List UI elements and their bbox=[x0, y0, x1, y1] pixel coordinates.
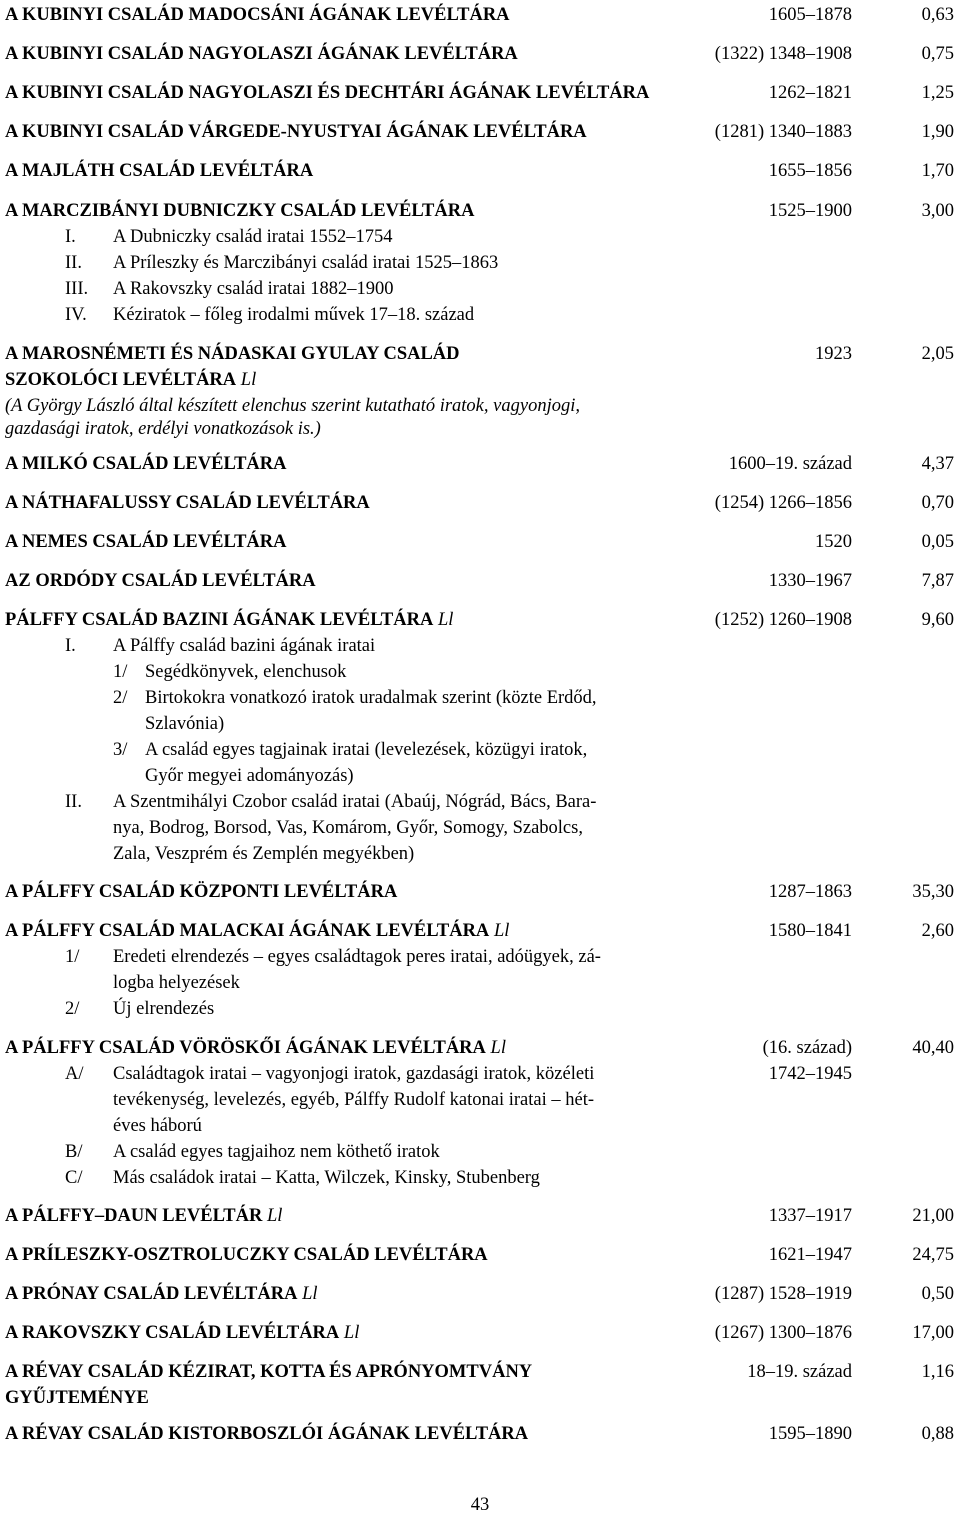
archive-title-text: A RAKOVSZKY CSALÁD LEVÉLTÁRA bbox=[5, 1323, 340, 1343]
subitem-text: nya, Bodrog, Borsod, Vas, Komárom, Győr, Somogy, Szabolcs, bbox=[113, 818, 583, 838]
archive-entry bbox=[0, 341, 960, 367]
subitem-text: Kéziratok – főleg irodalmi művek 17–18. század bbox=[113, 305, 475, 325]
archive-title-text: A PÁLFFY CSALÁD VÖRÖSKŐI ÁGÁNAK LEVÉLTÁRA bbox=[5, 1038, 486, 1058]
extent-meters: 40,40 bbox=[912, 1038, 954, 1058]
archive-subitem bbox=[0, 737, 960, 763]
subitem-number: A/ bbox=[65, 1064, 84, 1084]
extent-meters: 0,70 bbox=[921, 493, 954, 513]
subitem-text: Eredeti elrendezés – egyes családtagok peres iratai, adóügyek, zá- bbox=[113, 947, 601, 967]
archive-entry bbox=[0, 80, 960, 106]
subitem-number: II. bbox=[65, 253, 82, 273]
archive-entry bbox=[0, 529, 960, 555]
archive-title-text: A MAROSNÉMETI ÉS NÁDASKAI GYULAY CSALÁD bbox=[5, 344, 460, 364]
archive-title bbox=[5, 1421, 528, 1447]
archive-entry bbox=[0, 1320, 960, 1346]
archive-title-text: A PÁLFFY CSALÁD KÖZPONTI LEVÉLTÁRA bbox=[5, 882, 398, 902]
date-range: 1595–1890 bbox=[768, 1424, 852, 1444]
archive-entry bbox=[0, 1281, 960, 1307]
archive-subitem bbox=[0, 633, 960, 659]
archive-entry bbox=[0, 1359, 960, 1385]
archive-title-text: A PÁLFFY–DAUN LEVÉLTÁR bbox=[5, 1206, 263, 1226]
date-range: 1923 bbox=[815, 344, 852, 364]
archive-title bbox=[5, 119, 587, 145]
archive-entry bbox=[0, 198, 960, 224]
archive-subitem bbox=[0, 416, 960, 442]
archive-title bbox=[5, 568, 316, 594]
archive-title-suffix: Ll bbox=[493, 921, 510, 941]
archive-title-suffix: Ll bbox=[302, 1284, 318, 1304]
subitem-number: II. bbox=[65, 792, 82, 812]
archive-title bbox=[5, 490, 370, 516]
date-range: 1287–1863 bbox=[768, 882, 852, 902]
archive-title-text: A KUBINYI CSALÁD MADOCSÁNI ÁGÁNAK LEVÉLTÁRA bbox=[5, 5, 510, 25]
date-range: (1254) 1266–1856 bbox=[714, 493, 852, 513]
extent-meters: 0,75 bbox=[921, 44, 954, 64]
extent-meters: 21,00 bbox=[912, 1206, 954, 1226]
archive-title-text: A KUBINYI CSALÁD NAGYOLASZI ÉS DECHTÁRI ÁGÁNAK LEVÉLTÁRA bbox=[5, 83, 650, 103]
subitem-text: Zala, Veszprém és Zemplén megyékben) bbox=[113, 844, 415, 864]
archive-subitem bbox=[0, 250, 960, 276]
extent-meters: 1,70 bbox=[921, 161, 954, 181]
extent-meters: 4,37 bbox=[921, 454, 954, 474]
archive-title-text: A NEMES CSALÁD LEVÉLTÁRA bbox=[5, 532, 287, 552]
subitem-text: A Rakovszky család iratai 1882–1900 bbox=[113, 279, 394, 299]
archive-entry bbox=[0, 1385, 960, 1411]
archive-title bbox=[5, 529, 287, 555]
subitem-text: Szlavónia) bbox=[145, 714, 225, 734]
page-number: 43 bbox=[470, 1495, 490, 1515]
archive-title-text: A MAJLÁTH CSALÁD LEVÉLTÁRA bbox=[5, 161, 314, 181]
extent-meters: 0,63 bbox=[921, 5, 954, 25]
archive-title bbox=[5, 1385, 149, 1411]
archive-entry bbox=[0, 1242, 960, 1268]
archive-subitem bbox=[0, 1139, 960, 1165]
subitem-text: éves háború bbox=[113, 1116, 202, 1136]
date-range: (1281) 1340–1883 bbox=[714, 122, 852, 142]
archive-title-text: A RÉVAY CSALÁD KISTORBOSZLÓI ÁGÁNAK LEVÉLTÁRA bbox=[5, 1424, 529, 1444]
extent-meters: 0,50 bbox=[921, 1284, 954, 1304]
subitem-text: logba helyezések bbox=[113, 973, 240, 993]
date-range: 1262–1821 bbox=[768, 83, 852, 103]
date-range: (1252) 1260–1908 bbox=[714, 610, 852, 630]
archive-title-text: A RÉVAY CSALÁD KÉZIRAT, KOTTA ÉS APRÓNYOMTVÁNY bbox=[5, 1362, 533, 1382]
subitem-text: Birtokokra vonatkozó iratok uradalmak szerint (közte Erdőd, bbox=[145, 688, 597, 708]
extent-meters: 17,00 bbox=[912, 1323, 954, 1343]
archive-subitem bbox=[0, 659, 960, 685]
date-range: (16. század) bbox=[762, 1038, 852, 1058]
date-range: 1655–1856 bbox=[768, 161, 852, 181]
extent-meters: 1,90 bbox=[921, 122, 954, 142]
archive-title-text: A NÁTHAFALUSSY CSALÁD LEVÉLTÁRA bbox=[5, 493, 370, 513]
archive-entry bbox=[0, 1035, 960, 1061]
archive-entry bbox=[0, 119, 960, 145]
date-range: (1287) 1528–1919 bbox=[714, 1284, 852, 1304]
date-range: 1605–1878 bbox=[768, 5, 852, 25]
archive-entry bbox=[0, 451, 960, 477]
archive-title-text: PÁLFFY CSALÁD BAZINI ÁGÁNAK LEVÉLTÁRA bbox=[5, 610, 434, 630]
archive-entry bbox=[0, 879, 960, 905]
subitem-text: Új elrendezés bbox=[113, 999, 215, 1019]
archive-subitem bbox=[0, 815, 960, 841]
subitem-number: IV. bbox=[65, 305, 87, 325]
archive-entry bbox=[0, 1203, 960, 1229]
archive-title bbox=[5, 80, 649, 106]
extent-meters: 35,30 bbox=[912, 882, 954, 902]
subitem-text: Más családok iratai – Katta, Wilczek, Kinsky, Stubenberg bbox=[113, 1168, 540, 1188]
archive-title bbox=[5, 451, 287, 477]
archive-title bbox=[5, 1359, 532, 1385]
subitem-number: B/ bbox=[65, 1142, 83, 1162]
archive-entry bbox=[0, 607, 960, 633]
archive-title bbox=[5, 2, 510, 28]
subitem-text: tevékenység, levelezés, egyéb, Pálffy Rudolf katonai iratai – hét- bbox=[113, 1090, 594, 1110]
archive-title bbox=[5, 1035, 506, 1061]
date-range: 1330–1967 bbox=[768, 571, 852, 591]
archive-title bbox=[5, 918, 509, 944]
archive-title bbox=[5, 158, 313, 184]
subitem-text: A Szentmihályi Czobor család iratai (Abaúj, Nógrád, Bács, Bara- bbox=[113, 792, 597, 812]
archive-title bbox=[5, 1320, 359, 1346]
date-range: 1337–1917 bbox=[768, 1206, 852, 1226]
extent-meters: 2,05 bbox=[921, 344, 954, 364]
subitem-number: I. bbox=[65, 227, 76, 247]
extent-meters: 24,75 bbox=[912, 1245, 954, 1265]
subitem-text: A Dubniczky család iratai 1552–1754 bbox=[113, 227, 393, 247]
archive-title bbox=[5, 1242, 488, 1268]
archive-subitem bbox=[0, 996, 960, 1022]
archive-entry bbox=[0, 918, 960, 944]
subitem-number: 2/ bbox=[113, 688, 128, 708]
subitem-number: C/ bbox=[65, 1168, 83, 1188]
archive-title bbox=[5, 879, 397, 905]
archive-title-text: GYŰJTEMÉNYE bbox=[5, 1388, 149, 1408]
extent-meters: 0,88 bbox=[921, 1424, 954, 1444]
date-range: 18–19. század bbox=[747, 1362, 852, 1382]
subitem-text: Győr megyei adományozás) bbox=[145, 766, 354, 786]
extent-meters: 9,60 bbox=[921, 610, 954, 630]
archive-title bbox=[5, 367, 256, 393]
archive-title-text: A KUBINYI CSALÁD NAGYOLASZI ÁGÁNAK LEVÉLTÁRA bbox=[5, 44, 518, 64]
subitem-text: A Pálffy család bazini ágának iratai bbox=[113, 636, 376, 656]
subitem-number: 1/ bbox=[113, 662, 128, 682]
archive-note: (A György László által készített elenchus szerint kutatható iratok, vagyonjogi, bbox=[5, 396, 580, 416]
archive-subitem bbox=[0, 1061, 960, 1087]
archive-subitem bbox=[0, 789, 960, 815]
subitem-text: A Príleszky és Marczibányi család iratai 1525–1863 bbox=[113, 253, 499, 273]
subitem-text: Családtagok iratai – vagyonjogi iratok, gazdasági iratok, közéleti bbox=[113, 1064, 595, 1084]
archive-title-suffix: Ll bbox=[343, 1323, 360, 1343]
archive-title-text: A KUBINYI CSALÁD VÁRGEDE-NYUSTYAI ÁGÁNAK LEVÉLTÁRA bbox=[5, 122, 587, 142]
archive-title bbox=[5, 41, 518, 67]
date-range: 1580–1841 bbox=[768, 921, 852, 941]
archive-entry bbox=[0, 568, 960, 594]
archive-subitem bbox=[0, 224, 960, 250]
date-range: 1742–1945 bbox=[768, 1064, 852, 1084]
archive-title-text: A PRÍLESZKY-OSZTROLUCZKY CSALÁD LEVÉLTÁRA bbox=[5, 1245, 488, 1265]
archive-subitem bbox=[0, 970, 960, 996]
date-range: (1322) 1348–1908 bbox=[714, 44, 852, 64]
archive-note: gazdasági iratok, erdélyi vonatkozások is.) bbox=[5, 419, 321, 439]
subitem-number: I. bbox=[65, 636, 76, 656]
extent-meters: 3,00 bbox=[921, 201, 954, 221]
archive-entry bbox=[0, 41, 960, 67]
archive-subitem bbox=[0, 711, 960, 737]
extent-meters: 0,05 bbox=[921, 532, 954, 552]
archive-subitem bbox=[0, 1087, 960, 1113]
archive-entry bbox=[0, 1421, 960, 1447]
archive-subitem bbox=[0, 1165, 960, 1191]
archive-title-text: A MILKÓ CSALÁD LEVÉLTÁRA bbox=[5, 454, 287, 474]
subitem-text: A család egyes tagjainak iratai (levelezések, közügyi iratok, bbox=[145, 740, 588, 760]
subitem-number: 3/ bbox=[113, 740, 128, 760]
date-range: 1621–1947 bbox=[768, 1245, 852, 1265]
subitem-number: III. bbox=[65, 279, 89, 299]
subitem-number: 2/ bbox=[65, 999, 80, 1019]
archive-entry bbox=[0, 490, 960, 516]
archive-entry bbox=[0, 2, 960, 28]
archive-title-text: A MARCZIBÁNYI DUBNICZKY CSALÁD LEVÉLTÁRA bbox=[5, 201, 475, 221]
archive-title-text: A PRÓNAY CSALÁD LEVÉLTÁRA bbox=[5, 1284, 298, 1304]
archive-title-suffix: Ll bbox=[240, 370, 257, 390]
archive-title-text: AZ ORDÓDY CSALÁD LEVÉLTÁRA bbox=[5, 571, 316, 591]
archive-subitem bbox=[0, 763, 960, 789]
extent-meters: 1,25 bbox=[921, 83, 954, 103]
archive-subitem bbox=[0, 944, 960, 970]
extent-meters: 2,60 bbox=[921, 921, 954, 941]
archive-subitem bbox=[0, 276, 960, 302]
extent-meters: 7,87 bbox=[921, 571, 954, 591]
archive-title-text: A PÁLFFY CSALÁD MALACKAI ÁGÁNAK LEVÉLTÁRA bbox=[5, 921, 490, 941]
subitem-number: 1/ bbox=[65, 947, 80, 967]
date-range: 1600–19. század bbox=[728, 454, 852, 474]
archive-title-suffix: Ll bbox=[437, 610, 454, 630]
archive-entry bbox=[0, 367, 960, 393]
date-range: 1525–1900 bbox=[768, 201, 852, 221]
archive-subitem bbox=[0, 302, 960, 328]
subitem-text: Segédkönyvek, elenchusok bbox=[145, 662, 347, 682]
subitem-text: A család egyes tagjaihoz nem köthető iratok bbox=[113, 1142, 440, 1162]
archive-title-text: SZOKOLÓCI LEVÉLTÁRA bbox=[5, 370, 237, 390]
archive-title bbox=[5, 341, 460, 367]
archive-entry bbox=[0, 158, 960, 184]
archive-title bbox=[5, 1281, 318, 1307]
archive-title bbox=[5, 1203, 282, 1229]
archive-title bbox=[5, 607, 453, 633]
archive-subitem bbox=[0, 841, 960, 867]
date-range: 1520 bbox=[815, 532, 852, 552]
date-range: (1267) 1300–1876 bbox=[714, 1323, 852, 1343]
archive-title bbox=[5, 198, 474, 224]
extent-meters: 1,16 bbox=[921, 1362, 954, 1382]
archive-subitem bbox=[0, 685, 960, 711]
archive-subitem bbox=[0, 1113, 960, 1139]
archive-title-suffix: Ll bbox=[490, 1038, 506, 1058]
archive-title-suffix: Ll bbox=[266, 1206, 283, 1226]
